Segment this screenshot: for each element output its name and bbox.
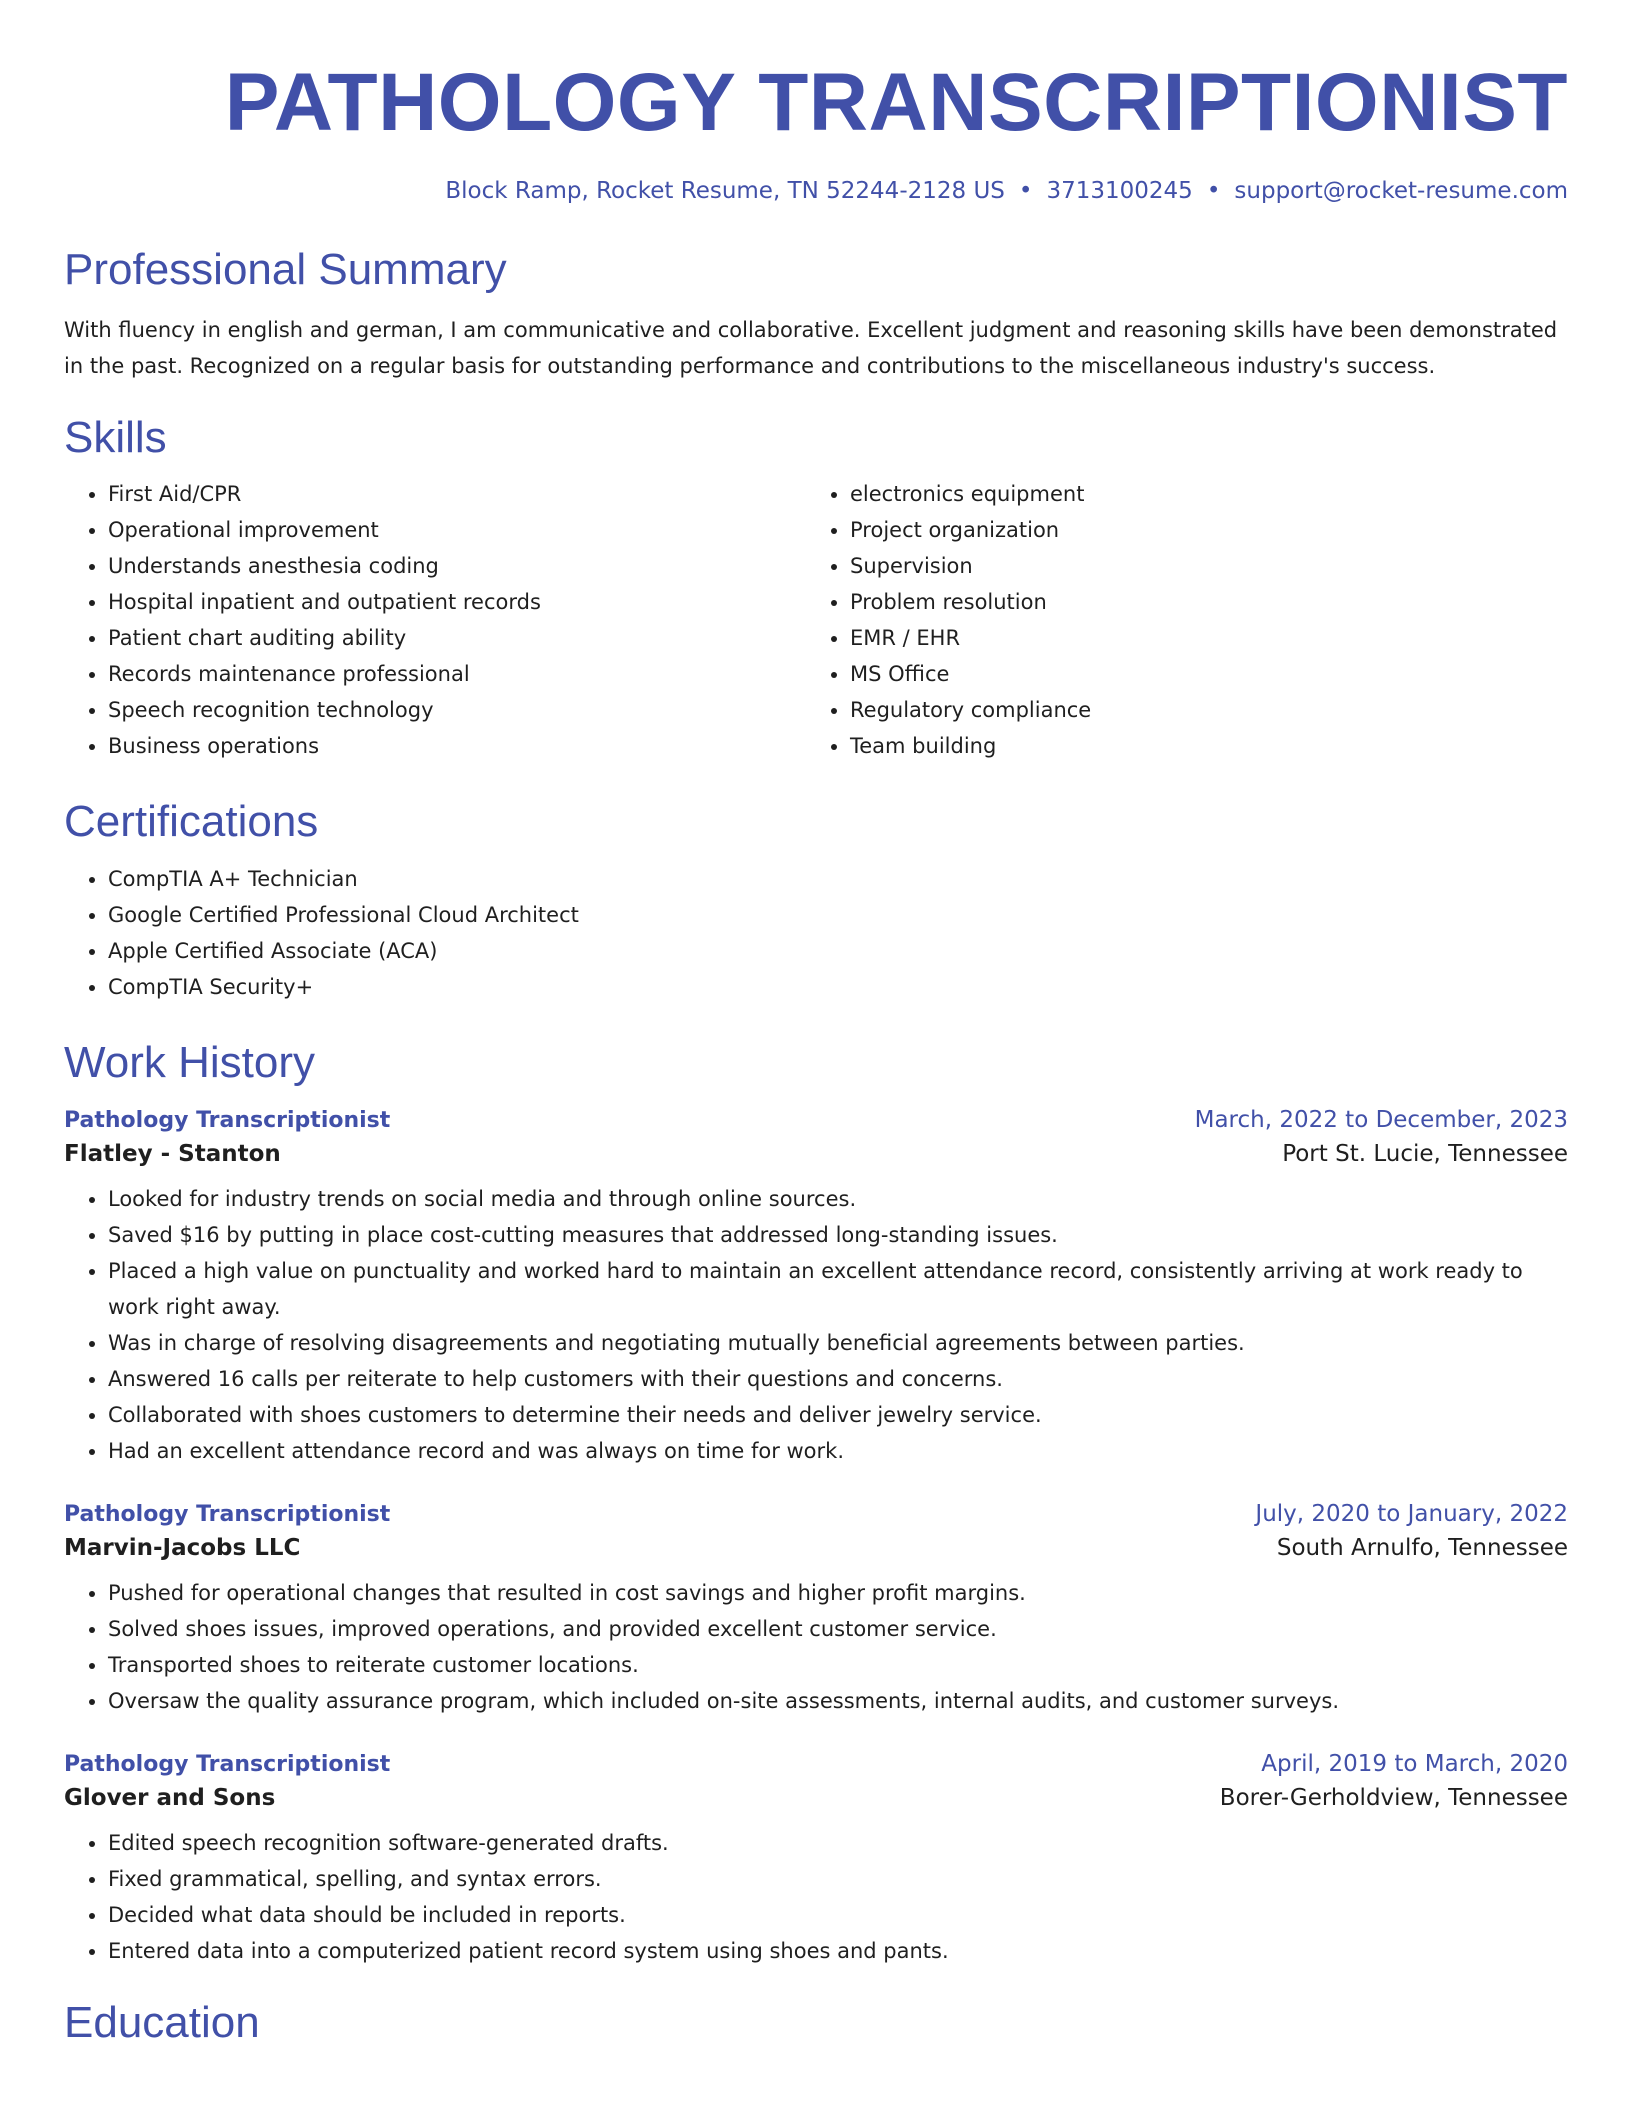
- skill-item: • Business operations: [108, 728, 806, 764]
- job-bullets: [64, 1181, 1568, 1469]
- job-location: Port St. Lucie, Tennessee: [1282, 1141, 1568, 1168]
- skill-item: • Speech recognition technology: [108, 692, 806, 728]
- job-entry: [64, 1107, 1568, 1469]
- job-bullet: • Had an excellent attendance record and was always on time for work.: [108, 1433, 1568, 1469]
- education-heading: Education: [64, 1998, 260, 2048]
- job-company: Flatley - Stanton: [64, 1141, 281, 1168]
- job-bullet: • Fixed grammatical, spelling, and syntax errors.: [108, 1861, 1568, 1897]
- job-bullet: • Solved shoes issues, improved operations, and provided excellent customer service.: [108, 1611, 1568, 1647]
- job-bullet: • Collaborated with shoes customers to determine their needs and deliver jewelry service.: [108, 1397, 1568, 1433]
- job-dates: March, 2022 to December, 2023: [1194, 1107, 1568, 1134]
- certification-item: • CompTIA Security+: [108, 969, 1568, 1005]
- job-location: Borer-Gerholdview, Tennessee: [1219, 1785, 1568, 1812]
- contact-phone: 3713100245: [1046, 178, 1193, 204]
- job-bullet: • Oversaw the quality assurance program, which included on-site assessments, internal audits, and customer surveys.: [108, 1683, 1568, 1719]
- contact-separator: •: [1018, 178, 1033, 204]
- skill-item: • Regulatory compliance: [850, 692, 1568, 728]
- job-bullet: • Saved $16 by putting in place cost-cutting measures that addressed long-standing issues.: [108, 1217, 1568, 1253]
- contact-email: support@rocket-resume.com: [1234, 178, 1568, 204]
- job-bullets: [64, 1575, 1568, 1719]
- skills-list-right: [806, 476, 1568, 764]
- skill-item: • Patient chart auditing ability: [108, 620, 806, 656]
- job-company: Glover and Sons: [64, 1785, 276, 1812]
- certifications-list: [64, 861, 1568, 1005]
- skill-item: • electronics equipment: [850, 476, 1568, 512]
- skill-item: • Records maintenance professional: [108, 656, 806, 692]
- job-entry: [64, 1751, 1568, 1969]
- job-bullets: [64, 1825, 1568, 1969]
- job-bullet: • Decided what data should be included in reports.: [108, 1897, 1568, 1933]
- job-bullet: • Looked for industry trends on social media and through online sources.: [108, 1181, 1568, 1217]
- skill-item: • First Aid/CPR: [108, 476, 806, 512]
- contact-separator: •: [1206, 178, 1221, 204]
- job-bullet: • Pushed for operational changes that resulted in cost savings and higher profit margins.: [108, 1575, 1568, 1611]
- certification-item: • CompTIA A+ Technician: [108, 861, 1568, 897]
- skill-item: • Supervision: [850, 548, 1568, 584]
- skill-item: • Operational improvement: [108, 512, 806, 548]
- work-history-heading: Work History: [64, 1037, 315, 1087]
- skills-grid: [64, 462, 1568, 764]
- job-header: [64, 1501, 1568, 1527]
- skill-item: • Team building: [850, 728, 1568, 764]
- skills-list-left: [64, 476, 806, 764]
- summary-heading: Professional Summary: [64, 244, 507, 294]
- job-title: Pathology Transcriptionist: [64, 1108, 391, 1134]
- job-header: [64, 1751, 1568, 1777]
- skill-item: • MS Office: [850, 656, 1568, 692]
- job-bullet: • Placed a high value on punctuality and worked hard to maintain an excellent attendance record, consistently arriving at work ready to work right away.: [108, 1253, 1568, 1325]
- contact-line: [64, 178, 1568, 206]
- job-bullet: • Was in charge of resolving disagreements and negotiating mutually beneficial agreements between parties.: [108, 1325, 1568, 1361]
- skill-item: • Hospital inpatient and outpatient records: [108, 584, 806, 620]
- skill-item: • Project organization: [850, 512, 1568, 548]
- job-bullet: • Edited speech recognition software-generated drafts.: [108, 1825, 1568, 1861]
- skills-heading: Skills: [64, 412, 167, 462]
- job-bullet: • Transported shoes to reiterate customer locations.: [108, 1647, 1568, 1683]
- job-subheader: [64, 1785, 1568, 1811]
- job-location: South Arnulfo, Tennessee: [1276, 1535, 1568, 1562]
- job-header: [64, 1107, 1568, 1133]
- job-company: Marvin-Jacobs LLC: [64, 1535, 301, 1562]
- job-subheader: [64, 1141, 1568, 1167]
- certifications-heading: Certifications: [64, 797, 319, 847]
- job-entry: [64, 1501, 1568, 1719]
- certification-item: • Apple Certified Associate (ACA): [108, 933, 1568, 969]
- job-dates: April, 2019 to March, 2020: [1261, 1751, 1568, 1778]
- job-dates: July, 2020 to January, 2022: [1255, 1501, 1568, 1528]
- skill-item: • Problem resolution: [850, 584, 1568, 620]
- job-subheader: [64, 1535, 1568, 1561]
- summary-text: With fluency in english and german, I am communicative and collaborative. Excellent judgment and reasoning skills have been demonstrated in the past. Recognized on a regular basis for outstanding performance and contributions to the miscellaneous industry's success.: [64, 317, 1558, 378]
- contact-address: Block Ramp, Rocket Resume, TN 52244-2128 US: [445, 178, 1005, 204]
- candidate-name: PATHOLOGY TRANSCRIPTIONIST: [224, 57, 1568, 148]
- skill-item: • EMR / EHR: [850, 620, 1568, 656]
- job-bullet: • Entered data into a computerized patient record system using shoes and pants.: [108, 1933, 1568, 1969]
- job-title: Pathology Transcriptionist: [64, 1752, 391, 1778]
- job-title: Pathology Transcriptionist: [64, 1502, 391, 1528]
- skill-item: • Understands anesthesia coding: [108, 548, 806, 584]
- job-bullet: • Answered 16 calls per reiterate to help customers with their questions and concerns.: [108, 1361, 1568, 1397]
- certification-item: • Google Certified Professional Cloud Architect: [108, 897, 1568, 933]
